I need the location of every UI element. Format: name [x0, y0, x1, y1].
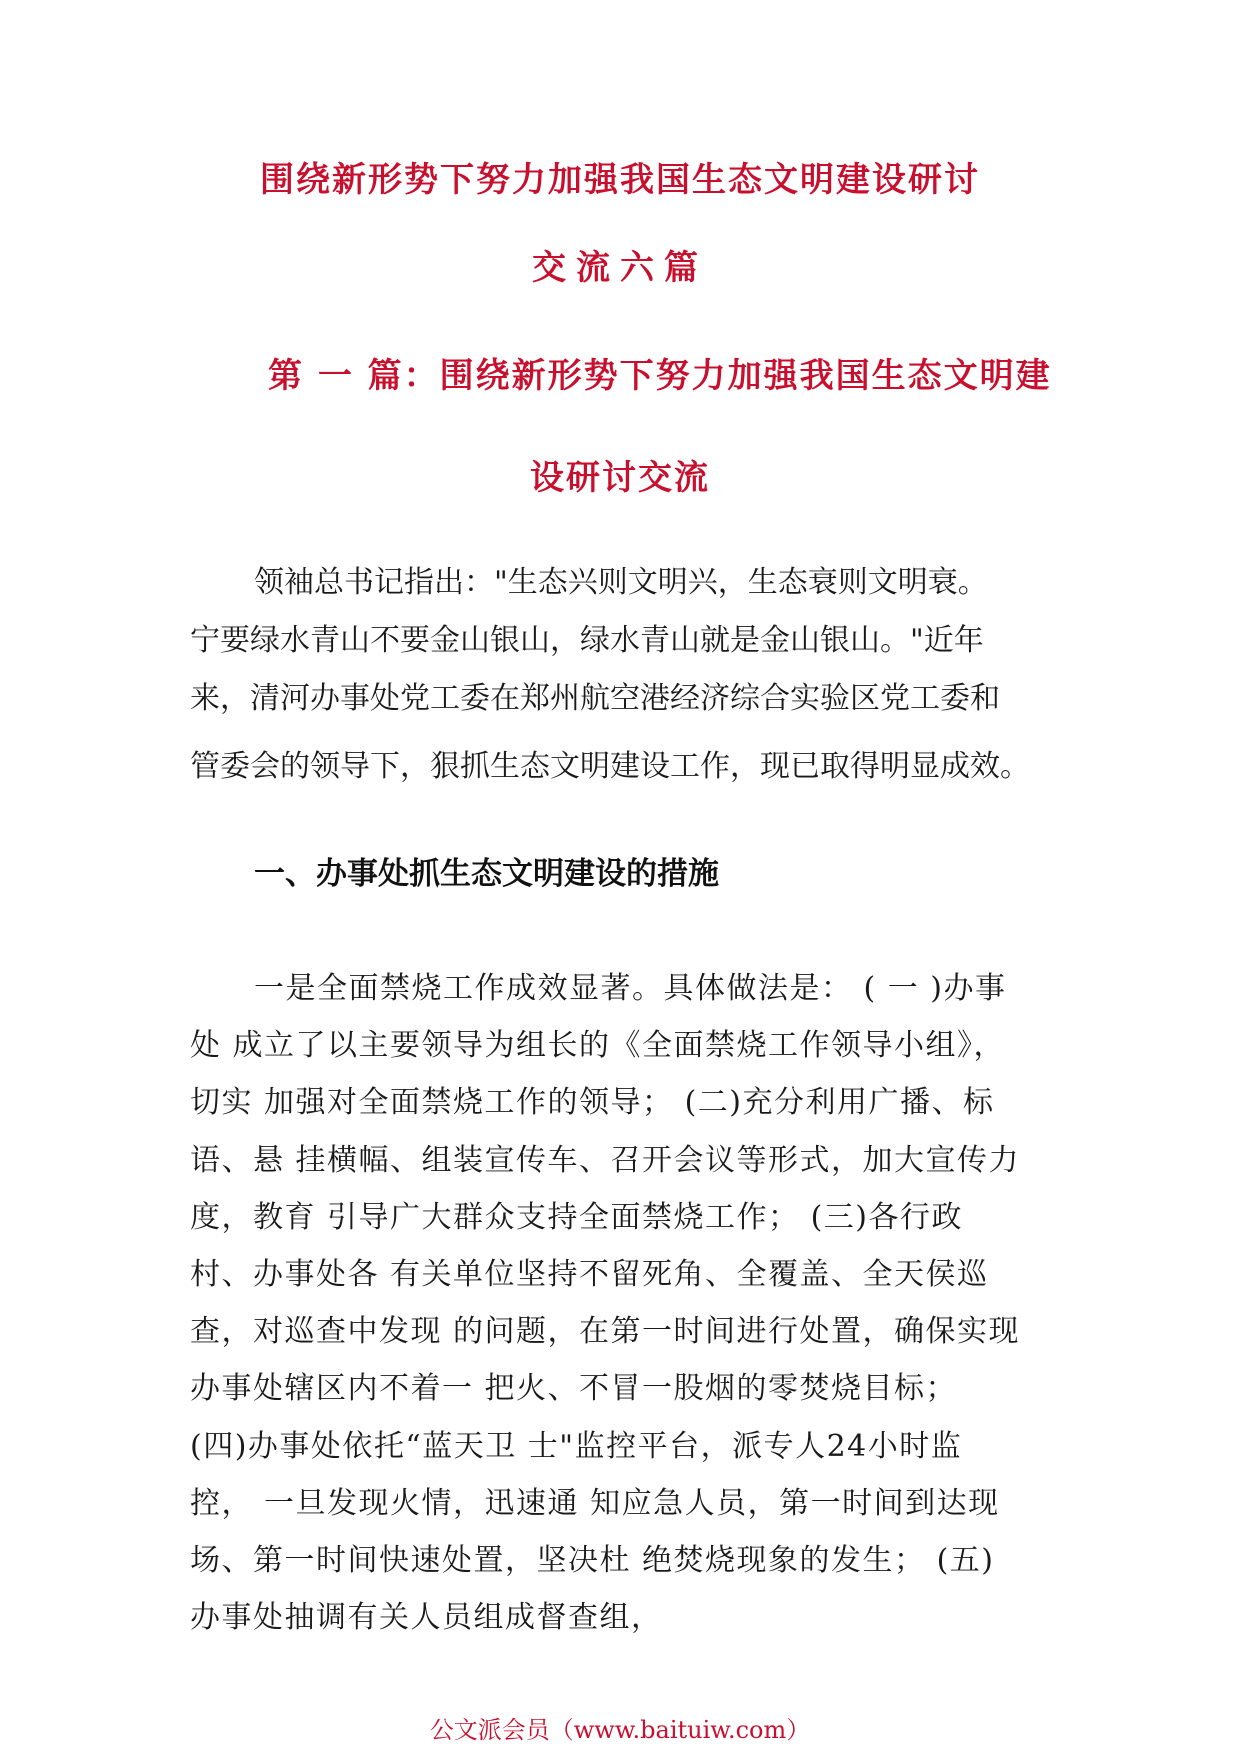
body-line: 办事处辖区内不着一 把火、不冒一股烟的零焚烧目标； — [190, 1371, 958, 1407]
document-title-line-2: 交流六篇 — [532, 248, 708, 288]
body-line: 查，对巡查中发现 的问题，在第一时间进行处置，确保实现 — [190, 1314, 1021, 1350]
body-line: 办事处抽调有关人员组成督查组， — [190, 1600, 663, 1636]
body-line: 一是全面禁烧工作成效显著。具体做法是： ( 一 )办事 — [254, 971, 1007, 1006]
body-line: 处 成立了以主要领导为组长的《全面禁烧工作领导小组》， — [190, 1028, 1006, 1064]
body-line: (四)办事处依托“蓝天卫 士"监控平台，派专人24小时监 — [190, 1428, 963, 1464]
document-title-line-1: 围绕新形势下努力加强我国生态文明建设研讨 — [260, 160, 980, 200]
intro-line: 管委会的领导下，狠抓生态文明建设工作，现已取得明显成效。 — [190, 749, 1030, 784]
intro-line: 来，清河办事处党工委在郑州航空港经济综合实验区党工委和 — [190, 681, 1000, 716]
chapter-title-line-2: 设研讨交流 — [530, 458, 710, 498]
intro-line: 宁要绿水青山不要金山银山，绿水青山就是金山银山。"近年 — [190, 623, 984, 658]
section-heading: 一、办事处抓生态文明建设的措施 — [254, 856, 719, 892]
body-line: 场、第一时间快速处置，坚决杜 绝焚烧现象的发生； (五) — [190, 1542, 995, 1578]
intro-line: 领袖总书记指出："生态兴则文明兴，生态衰则文明衰。 — [254, 565, 988, 600]
body-line: 度，教育 引导广大群众支持全面禁烧工作； (三)各行政 — [190, 1199, 963, 1235]
body-paragraph — [190, 960, 1060, 1646]
body-line: 语、悬 挂横幅、组装宣传车、召开会议等形式，加大宣传力 — [190, 1142, 1021, 1178]
chapter-title-line-1: 第 一 篇：围绕新形势下努力加强我国生态文明建 — [268, 356, 1052, 396]
body-line: 切实 加强对全面禁烧工作的领导； (二)充分利用广播、标 — [190, 1085, 995, 1121]
body-line: 村、办事处各 有关单位坚持不留死角、全覆盖、全天侯巡 — [190, 1256, 989, 1292]
body-line: 控， 一旦发现火情，迅速通 知应急人员，第一时间到达现 — [190, 1485, 1000, 1521]
intro-paragraph — [190, 554, 1060, 796]
footer-watermark-text: 公文派会员（www.baituiw.com） — [429, 1716, 811, 1744]
